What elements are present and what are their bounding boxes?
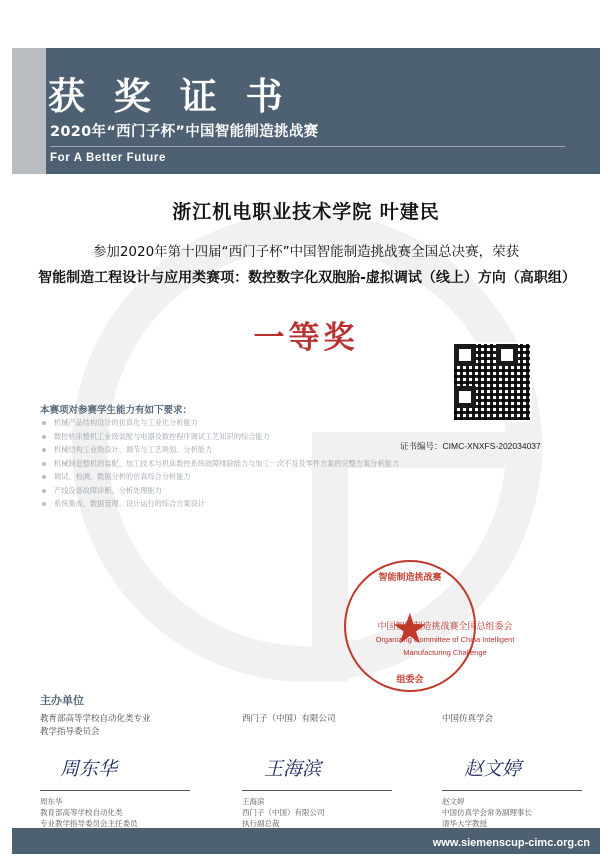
sponsors-title: 主办单位 <box>40 695 84 707</box>
recipient-name: 浙江机电职业技术学院 叶建民 <box>172 201 440 223</box>
signer-title: 专业教学指导委员会主任委员 <box>40 819 138 828</box>
certificate-sheet <box>12 12 600 854</box>
list-item: 调试、检测、数据分析的仿真综合分析能力 <box>40 470 380 484</box>
signer-name: 赵文婷 <box>442 797 465 806</box>
signer-name: 周东华 <box>40 797 63 806</box>
certificate-content <box>12 12 600 854</box>
seal-text-bottom: 组委会 <box>396 674 424 684</box>
sponsor-column-3 <box>442 712 582 725</box>
sponsor-name-line-1: 教育部高等学校自动化类专业 <box>40 713 151 723</box>
signer-org: 中国仿真学会常务副理事长 <box>442 808 532 817</box>
achievement-line-1: 参加2020年第十四届“西门子杯”中国智能制造挑战赛全国总决赛，荣获 <box>92 244 520 260</box>
official-seal <box>344 560 476 692</box>
footer-url[interactable]: www.siemenscup-cimc.org.cn <box>432 837 590 849</box>
list-item: 产线设备故障诊断、分析处理能力 <box>40 484 380 498</box>
list-item: 系统集成、数据管理、设计运行的综合方案设计 <box>40 497 380 511</box>
sponsor-name-line-1: 西门子（中国）有限公司 <box>242 713 336 723</box>
signature-footer-1 <box>40 796 230 829</box>
seal-star-icon: ★ <box>391 605 429 652</box>
list-item: 数控机床整机工业级装配与电器及数控程序调试工艺知识的综合能力 <box>40 430 380 444</box>
organizing-committee-cn: 中国智能制造挑战赛全国总组委会 <box>377 621 513 631</box>
signature-footer-3 <box>442 796 600 829</box>
list-item: 机械制造整机的装配、加工技术与机床数控系统故障排除能力与加工一次不及及零件方案的完整方案分析能力 <box>40 457 380 471</box>
signature-line-3 <box>442 790 582 791</box>
sponsor-name-line-2: 教学指导委员会 <box>40 726 100 736</box>
qr-marker-top-left <box>454 344 476 366</box>
signature-2: 王海滨 <box>264 758 322 780</box>
requirements-list <box>40 416 400 511</box>
competition-subtitle: 2020年“西门子杯”中国智能制造挑战赛 <box>50 124 319 140</box>
signature-footer-2 <box>242 796 422 829</box>
achievement-line-2: 智能制造工程设计与应用类赛项：数控数字化双胞胎-虚拟调试（线上）方向（高职组） <box>38 270 576 286</box>
signer-org: 西门子（中国）有限公司 <box>242 808 325 817</box>
organizing-committee-en-1: Organizing Committee of China Intelligent <box>375 635 515 644</box>
seal-text-top: 智能制造挑战赛 <box>378 572 442 582</box>
sponsor-name-line-1: 中国仿真学会 <box>442 713 494 723</box>
signer-title: 执行副总裁 <box>242 819 280 828</box>
header-tagline: For A Better Future <box>50 152 166 164</box>
qr-marker-bottom-left <box>454 386 476 408</box>
signature-3: 赵文婷 <box>464 758 522 780</box>
qr-marker-top-right <box>496 344 518 366</box>
list-item: 机械结构工业级设计、调节与工艺规划、分析能力 <box>40 443 380 457</box>
qr-code-markers <box>452 342 532 422</box>
award-level: 一等奖 <box>253 320 359 356</box>
sponsor-column-1 <box>40 712 240 738</box>
organizing-committee-en-2: Manufacturing Challenge <box>403 648 487 657</box>
certificate-number: 证书编号：CIMC-XNXFS-202034037 <box>400 441 541 451</box>
sponsor-column-2 <box>242 712 402 725</box>
page-title: 获 奖 证 书 <box>48 75 291 118</box>
signature-line-2 <box>242 790 392 791</box>
list-item: 机械产品结构设计的仿真化与工业化分析能力 <box>40 416 380 430</box>
signature-1: 周东华 <box>60 758 118 780</box>
signer-name: 王海滨 <box>242 797 265 806</box>
signature-line-1 <box>40 790 190 791</box>
signer-org: 教育部高等学校自动化类 <box>40 808 123 817</box>
signer-title: 清华大学教授 <box>442 819 487 828</box>
requirements-title: 本赛项对参赛学生能力有如下要求： <box>40 405 193 416</box>
